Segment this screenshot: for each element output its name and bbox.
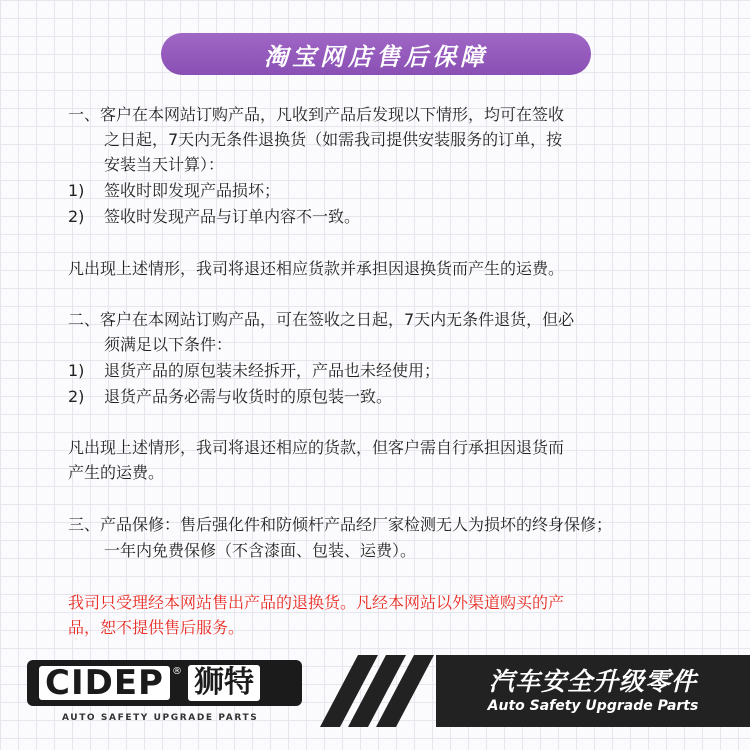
logo-chinese-text: 狮特 xyxy=(188,665,260,701)
slogan-english: Auto Safety Upgrade Parts xyxy=(487,698,699,714)
section1-item-1-num: 1) xyxy=(68,181,85,200)
red-notice-line-2: 品，恕不提供售后服务。 xyxy=(68,618,245,637)
section2-item-2-text: 退货产品务必需与收货时的原包装一致。 xyxy=(104,387,393,406)
logo-latin-text: CIDEP xyxy=(39,666,170,700)
section2-note-line-1: 凡出现上述情形，我司将退还相应的货款，但客户需自行承担因退货而 xyxy=(68,438,565,457)
section2-note-line-2: 产生的运费。 xyxy=(68,463,165,482)
logo-tagline: AUTO SAFETY UPGRADE PARTS xyxy=(62,713,259,723)
section2-item-1-text: 退货产品的原包装未经拆开，产品也未经使用； xyxy=(104,361,441,380)
section1-item-2-text: 签收时发现产品与订单内容不一致。 xyxy=(104,207,361,226)
section1-line-1: 一、客户在本网站订购产品，凡收到产品后发现以下情形，均可在签收 xyxy=(68,105,565,124)
section1-line-2: 之日起，7天内无条件退换货（如需我司提供安装服务的订单，按 xyxy=(104,130,563,149)
section1-item-1-text: 签收时即发现产品损坏； xyxy=(104,181,281,200)
section2-item-2-num: 2) xyxy=(68,387,85,406)
section3-line-1: 三、产品保修：售后强化件和防倾杆产品经厂家检测无人为损坏的终身保修； xyxy=(68,515,613,534)
section1-line-3: 安装当天计算）： xyxy=(104,155,225,174)
section2-line-1: 二、客户在本网站订购产品，可在签收之日起，7天内无条件退货，但必 xyxy=(68,310,575,329)
slogan-chinese: 汽车安全升级零件 xyxy=(488,667,697,696)
brand-logo xyxy=(27,660,302,706)
page-title-banner xyxy=(161,33,591,75)
section1-item-2-num: 2) xyxy=(68,207,85,226)
page-title: 淘宝网店售后保障 xyxy=(264,42,488,71)
registered-mark: ® xyxy=(171,666,182,677)
section1-note: 凡出现上述情形，我司将退还相应货款并承担因退换货而产生的运费。 xyxy=(68,259,565,278)
red-notice-line-1: 我司只受理经本网站售出产品的退换货。凡经本网站以外渠道购买的产 xyxy=(68,593,565,612)
section2-line-2: 须满足以下条件： xyxy=(104,335,233,354)
section3-line-2: 一年内免费保修（不含漆面、包装、运费）。 xyxy=(104,541,417,560)
section2-item-1-num: 1) xyxy=(68,361,85,380)
